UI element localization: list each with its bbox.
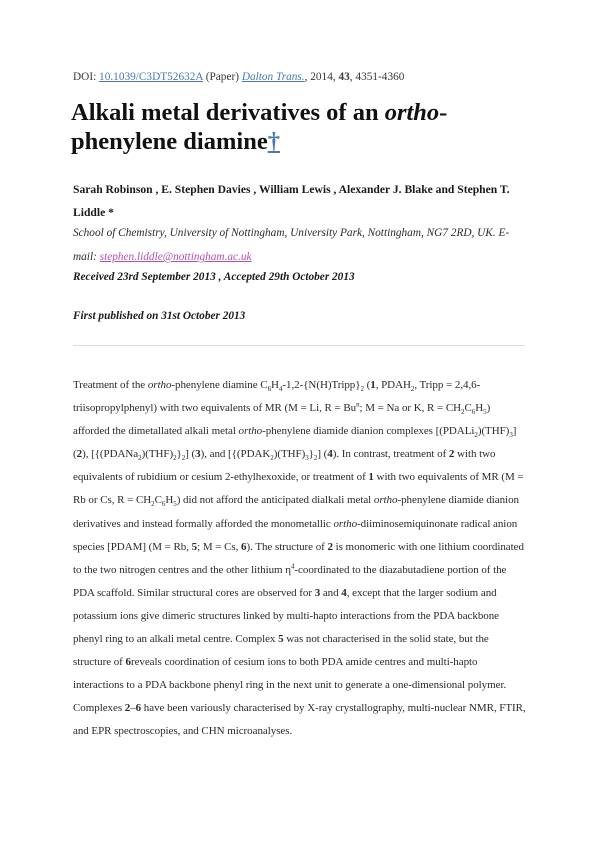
doi-link[interactable]: 10.1039/C3DT52632A — [99, 71, 203, 83]
abstract-fragment: 2 — [181, 454, 186, 463]
abstract-fragment: -diiminosemiquinonate radical anion species [PDAM] (M = Rb, — [73, 517, 518, 553]
abstract-fragment: ] ( — [317, 448, 328, 461]
abstract-fragment: , PDAH — [375, 379, 411, 391]
abstract-text — [73, 374, 529, 744]
abstract-fragment: and — [320, 586, 342, 599]
abstract-fragment: 2 — [138, 454, 142, 463]
abstract-fragment: -phenylene diamine C — [171, 379, 268, 391]
abstract-fragment: ). In contrast, treatment of — [332, 448, 449, 461]
abstract-fragment: 4 — [327, 448, 333, 461]
article-type: (Paper) — [202, 71, 242, 83]
abstract-fragment: 6 — [161, 500, 166, 509]
abstract-fragment: 6 — [241, 540, 247, 553]
affiliation-text: School of Chemistry, University of Nottingham, University Park, Nottingham, NG7 2RD, UK. E-mail: — [73, 227, 510, 263]
abstract-fragment: 6 — [267, 385, 272, 394]
abstract-fragment: – — [130, 702, 136, 715]
abstract-fragment: ortho — [373, 494, 398, 507]
abstract-fragment: 5 — [173, 500, 177, 509]
abstract-fragment: 2 — [173, 454, 177, 463]
citation-year: , 2014, — [304, 71, 339, 83]
abstract-fragment: ), [{(PDANa — [82, 448, 139, 461]
abstract-fragment: 1 — [368, 471, 374, 484]
abstract-fragment: C — [154, 494, 162, 507]
abstract-fragment: 6 — [471, 408, 476, 417]
abstract-fragment: -phenylene diamide dianion complexes [(PDALi — [262, 425, 475, 438]
abstract-fragment: -coordinated to the diazabutadiene portion of the PDA scaffold. Similar structural cores are observed for — [73, 563, 507, 599]
abstract-fragment: ortho — [238, 425, 263, 438]
abstract-fragment: ). The structure of — [246, 540, 328, 553]
abstract-fragment: Treatment of the — [73, 379, 148, 391]
abstract-fragment: )(THF) — [477, 425, 510, 438]
abstract-fragment: ] ( — [185, 448, 196, 461]
abstract-fragment: -1,2-{N(H)Tripp} — [282, 379, 361, 391]
abstract-fragment: ) afforded the dimetallated alkali metal — [73, 402, 491, 438]
abstract-fragment: with two equivalents of MR (M = Rb or Cs, R = CH — [73, 471, 524, 507]
doi-prefix: DOI: — [73, 71, 100, 83]
received-dates: Received 23rd September 2013 , Accepted 29th October 2013 — [73, 271, 355, 283]
abstract-fragment: 2 — [360, 385, 364, 394]
title-main: Alkali metal derivatives of an — [71, 99, 385, 126]
abstract-fragment: C — [464, 402, 472, 415]
abstract-fragment: 2 — [151, 500, 155, 509]
abstract-fragment: 3 — [305, 454, 309, 463]
email-link[interactable]: stephen.liddle@nottingham.ac.uk — [99, 251, 252, 263]
abstract-fragment: 2 — [448, 448, 455, 461]
title-rest: -phenylene diamine — [71, 99, 448, 155]
abstract-fragment: , except that the larger sodium and potassium ions give dimeric structures linked by multi-hapto interactions from the PDA backbone phenyl ring to an alkali metal centre. Complex — [73, 586, 500, 646]
abstract-fragment: 2 — [313, 454, 318, 463]
abstract-fragment: 2 — [461, 408, 465, 417]
abstract-fragment: ) did not afford the anticipated dialkali metal — [176, 494, 374, 507]
abstract-fragment: 6 — [135, 702, 142, 715]
abstract-fragment: 6 — [125, 656, 131, 669]
abstract-fragment: H — [165, 494, 174, 507]
abstract-fragment: 2 — [410, 385, 415, 394]
abstract-fragment: H — [475, 402, 484, 415]
abstract-fragment: 2 — [327, 540, 333, 553]
abstract-fragment: 2 — [474, 431, 478, 440]
abstract-fragment: 5 — [483, 408, 487, 417]
abstract-fragment: 5 — [191, 540, 198, 553]
footnote-dagger-link[interactable]: † — [267, 128, 280, 155]
abstract-fragment: with two equivalents of rubidium or cesium 2-ethylhexoxide, or treatment of — [73, 448, 496, 484]
abstract-fragment: } — [176, 448, 182, 461]
abstract-fragment: 3 — [314, 586, 321, 599]
abstract-fragment: )(THF) — [273, 448, 306, 461]
abstract-fragment: n — [356, 400, 360, 409]
abstract-fragment: ortho — [333, 517, 358, 530]
abstract-fragment: 2 — [270, 454, 274, 463]
abstract-fragment: 1 — [370, 379, 376, 391]
abstract-fragment: 2 — [76, 448, 83, 461]
abstract-fragment: ortho — [147, 379, 172, 391]
abstract-fragment: 4 — [290, 562, 295, 571]
citation-volume: 43 — [338, 71, 350, 83]
title-italic: ortho — [384, 99, 440, 126]
abstract-fragment: , Tripp = 2,4,6-triisopropylphenyl) with two equivalents of MR (M = Li, R = Bu — [73, 379, 481, 415]
abstract-fragment: ; M = Cs, — [197, 540, 242, 553]
abstract-fragment: reveals coordination of cesium ions to both PDA amide centres and multi-hapto interactions to a PDA backbone phenyl ring in the next unit to generate a one-dimensional polymer. Complexes — [73, 656, 507, 715]
published-date: First published on 31st October 2013 — [73, 310, 246, 322]
abstract-fragment: 3 — [509, 431, 513, 440]
abstract-fragment: is monomeric with one lithium coordinated to the two nitrogen centres and the other lithium η — [73, 540, 524, 576]
journal-link[interactable]: Dalton Trans. — [241, 71, 305, 83]
abstract-fragment: ( — [363, 379, 371, 391]
citation-line — [73, 71, 533, 83]
abstract-fragment: have been variously characterised by X-ray crystallography, multi-nuclear NMR, FTIR, and EPR spectroscopies, and CHN microanalyses. — [73, 702, 526, 738]
abstract-fragment: 5 — [278, 633, 284, 646]
abstract-fragment: -phenylene diamide dianion derivatives and instead formally afforded the monometallic — [73, 494, 519, 530]
affiliation — [73, 221, 528, 269]
divider — [73, 345, 525, 346]
abstract-fragment: ] ( — [73, 425, 517, 461]
abstract-fragment: ; M = Na or K, R = CH — [359, 402, 462, 415]
abstract-fragment: } — [308, 448, 314, 461]
abstract-fragment: was not characterised in the solid state, but the structure of — [73, 633, 489, 669]
abstract-fragment: 3 — [195, 448, 201, 461]
abstract-fragment: 4 — [278, 385, 283, 394]
abstract-fragment: 2 — [124, 702, 131, 715]
author-list: Sarah Robinson , E. Stephen Davies , William Lewis , Alexander J. Blake and Stephen T. Liddle * — [73, 183, 510, 219]
abstract-fragment: ), and [{(PDAK — [200, 448, 271, 461]
abstract-fragment: H — [271, 379, 279, 391]
article-title — [71, 98, 541, 156]
abstract-fragment: 4 — [341, 586, 347, 599]
citation-pages: , 4351-4360 — [349, 71, 405, 83]
abstract-fragment: )(THF) — [141, 448, 174, 461]
